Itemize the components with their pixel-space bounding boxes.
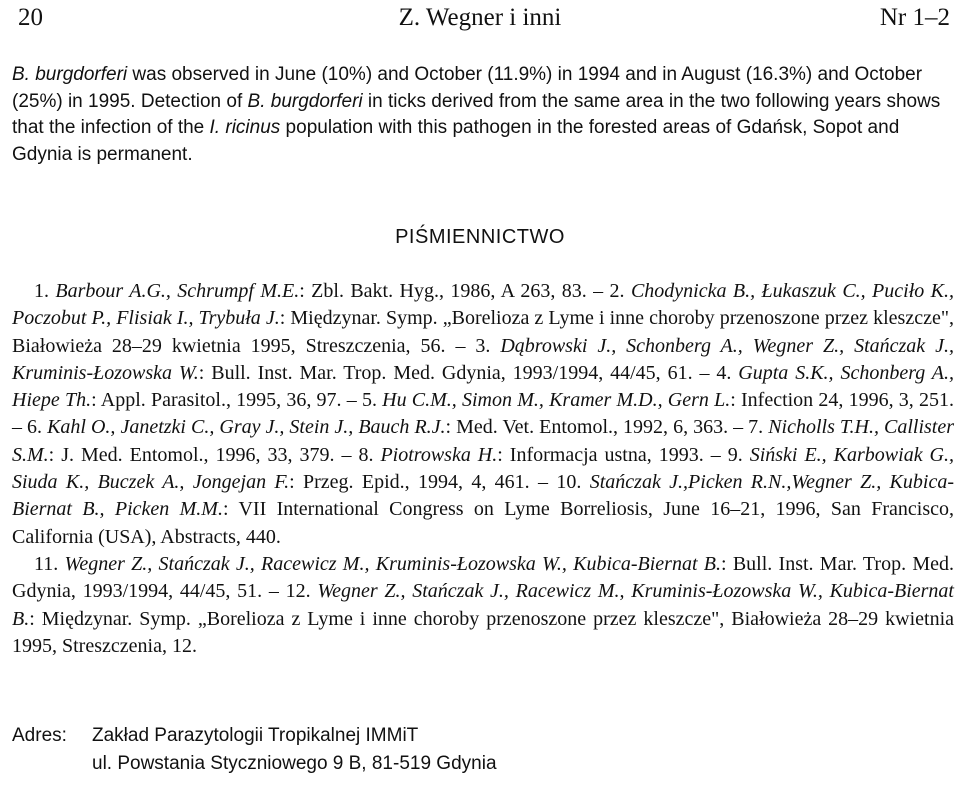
address-row [12,750,952,778]
reference-text: : Bull. Inst. Mar. Trop. Med. Gdynia, 1993/1994, 44/45, 51. – 12. [12,552,955,603]
reference-paragraph [12,278,954,551]
running-title: Z. Wegner i inni [398,4,562,31]
reference-text: : VII International Congress on Lyme Borreliosis, June 16–21, 1996, San Francisco, California (USA), Abstracts, 440. [12,498,954,548]
abstract-paragraph [12,62,952,168]
reference-authors: Stańczak J.,Picken R.N.,Wegner Z., Kubica-Biernat B., Picken M.M. [12,471,954,521]
reference-text: : Appl. Parasitol., 1995, 36, 97. – 5. [91,389,383,412]
address-row [12,722,952,750]
reference-list [12,278,954,660]
species-name: B. burgdorferi [12,64,128,85]
reference-text: : Międzynar. Symp. „Borelioza z Lyme i inne choroby przenoszone przez kleszcze", Białowieża 28–29 kwietnia 1995, Streszczenia, 56. – 3. [12,307,954,357]
reference-paragraph [12,551,954,660]
reference-text: 11. [34,552,65,575]
reference-text: : Przeg. Epid., 1994, 4, 461. – 10. [289,471,590,494]
reference-text: : J. Med. Entomol., 1996, 33, 379. – 8. [48,443,381,466]
reference-authors: Gupta S.K., Schonberg A., Hiepe Th. [12,361,954,412]
issue-number: Nr 1–2 [879,4,950,31]
abstract-text [12,62,952,168]
reference-authors: Chodynicka B., Łukaszuk C., Puciło K., Poczobut P., Flisiak I., Trybuła J. [12,280,955,330]
abstract-text-run: in ticks derived from the same area in the two following years shows that the infection of the [12,90,941,138]
abstract-text-run: population with this pathogen in the forested areas of Gdańsk, Sopot and Gdynia is permanent. [12,117,900,165]
page-number: 20 [18,4,43,31]
reference-authors: Dąbrowski J., Schonberg A., Wegner Z., Stańczak J., Kruminis-Łozowska W. [12,334,954,384]
references-heading: PIŚMIENNICTWO [395,226,565,248]
reference-authors: Barbour A.G., Schrumpf M.E. [55,280,300,302]
address-label: Adres: [12,725,67,746]
reference-authors: Piotrowska H. [380,443,498,466]
reference-text: : Med. Vet. Entomol., 1992, 6, 363. – 7. [445,416,769,439]
reference-authors: Hu C.M., Simon M., Kramer M.D., Gern L. [382,389,731,412]
reference-authors: Wegner Z., Stańczak J., Racewicz M., Kruminis-Łozowska W., Kubica-Biernat B. [64,552,722,575]
reference-text: : Infection 24, 1996, 3, 251. – 6. [12,389,954,439]
reference-authors: Wegner Z., Stańczak J., Racewicz M., Kruminis-Łozowska W., Kubica-Biernat B. [12,580,954,630]
reference-text: : Zbl. Bakt. Hyg., 1986, A 263, 83. – 2. [299,280,631,302]
species-name: I. ricinus [209,117,281,138]
reference-authors: Nicholls T.H., Callister S.M. [12,416,955,466]
address-institution: Zakład Parazytologii Tropikalnej IMMiT [92,725,419,746]
address-spacer [12,750,92,778]
reference-text: : Międzynar. Symp. „Borelioza z Lyme i inne choroby przenoszone przez kleszcze", Białowieża 28–29 kwietnia 1995, Streszczenia, 12. [12,607,954,657]
species-name: B. burgdorferi [247,90,363,112]
abstract-text-run: was observed in June (10%) and October (11.9%) in 1994 and in August (16.3%) and October (25%) in 1995. Detection of [12,64,923,112]
page-header [0,0,960,40]
author-address [12,722,952,778]
reference-authors: Kahl O., Janetzki C., Gray J., Stein J., Bauch R.J. [47,416,446,439]
address-street: ul. Powstania Styczniowego 9 B, 81-519 Gdynia [92,753,497,774]
reference-authors: Siński E., Karbowiak G., Siuda K., Buczek A., Jongejan F. [12,443,954,494]
reference-text: : Bull. Inst. Mar. Trop. Med. Gdynia, 1993/1994, 44/45, 61. – 4. [198,361,739,384]
reference-text: 1. [34,280,56,302]
reference-text: : Informacja ustna, 1993. – 9. [497,443,750,466]
